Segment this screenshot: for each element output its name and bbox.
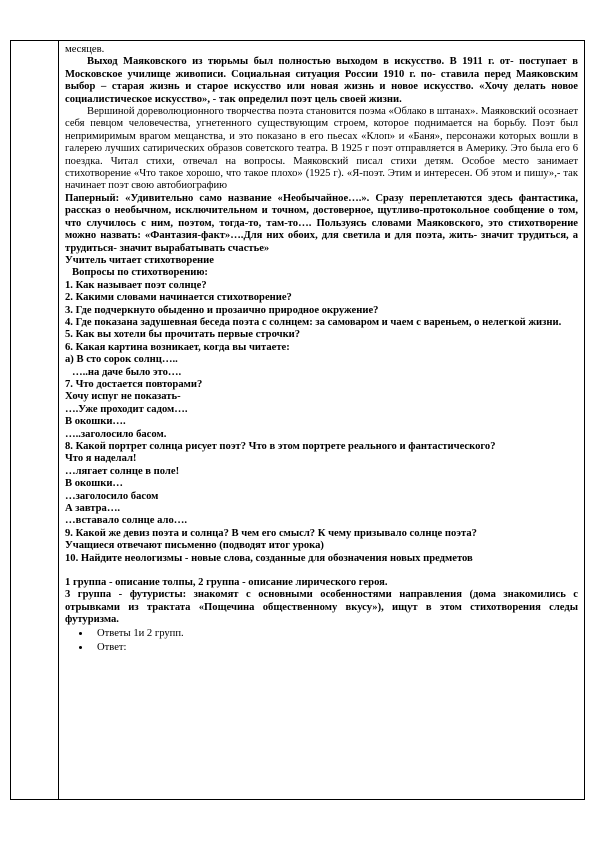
poem-line: …лягает солнце в поле! (65, 465, 180, 477)
question-5: 5. Как вы хотели бы прочитать первые строчки? (65, 329, 301, 341)
students-answer-note: Учащиеся отвечают письменно (подводят итог урока) (65, 540, 324, 552)
question-6: 6. Какая картина возникает, когда вы читаете: (65, 341, 290, 353)
question-3: 3. Где подчеркнуто обыденно и прозаично природное окружение? (65, 304, 379, 316)
group-1-label: 1 группа - описание толпы, (65, 577, 199, 589)
question-8: 8. Какой портрет солнца рисует поэт? Что в этом портрете реального и фантастического? (65, 441, 496, 452)
content-cell (65, 44, 578, 655)
poem-line: Хочу испуг не показать- (65, 391, 181, 403)
paragraph-paperny-quote: Паперный: «Удивительно само название «Необычайное….». Сразу переплетаются здесь фантастика, рассказ о необычном, исключительном и точном, достоверное, щутливо-протокольное сообщение о том, что случилось с ним, поэтом, тогда-то, там-то…. Пользуясь словами Маяковского, это стихотворение можно назвать: «Фантазия-факт»….Для них обоих, для светила и для поэта, жить- значит трудиться, а трудиться- значит вырабатывать счастье» (65, 192, 578, 254)
group-3-task: 3 группа - футуристы: знакомят с основными особенностями направления (дома знакомились с отрывками из трактата «Пощечина общественному вкусу»), ищут в этом стихотворения следы футуризма. (65, 589, 578, 626)
question-4: 4. Где показана задушевная беседа поэта с солнцем: за самоваром и чаем с вареньем, о нелегкой жизни. (65, 316, 562, 328)
poem-line: В окошки…. (65, 416, 126, 428)
questions-heading: Вопросы по стихотворению: (72, 267, 208, 279)
teacher-reads-line: Учитель читает стихотворение (65, 254, 214, 266)
poem-line: …заголосило басом (65, 490, 159, 502)
group-1-2-tasks (65, 577, 578, 589)
answers-groups-item: • Ответы 1и 2 групп. (91, 627, 578, 641)
group-2-label: 2 группа - описание лирического героя. (198, 577, 388, 589)
poem-line: ….Уже проходит садом…. (65, 403, 188, 415)
poem-line: а) В сто сорок солнц….. (65, 354, 178, 366)
lesson-table (10, 40, 585, 800)
poem-line: …..на даче было это…. (72, 366, 182, 378)
paragraph-exit-prison: Выход Маяковского из тюрьмы был полностью выходом в искусство. В 1911 г. от- поступает в Московское училище живописи. Социальная ситуация России 1910 г. по- ставила перед Маяковским выбор – старая жизнь и старое искусство или новая жизнь и новое искусство. «Хочу делать новое социалистическое искусство», - так определил поэт цель своей жизни. (65, 56, 578, 105)
question-9: 9. Какой же девиз поэта и солнца? В чем его смысл? К чему призывало солнце поэта? (65, 527, 477, 539)
answers-list (65, 627, 578, 655)
question-10: 10. Найдите неологизмы - новые слова, созданные для обозначения новых предметов (65, 552, 473, 564)
question-2: 2. Какими словами начинается стихотворение? (65, 292, 292, 304)
poem-line: В окошки… (65, 478, 124, 490)
paragraph-peak-creativity: Вершиной дореволюционного творчества поэта становится поэма «Облако в штанах». Маяковский осознает себя певцом человечества, угнетенного существующим строем, которое поднимается на борьбу. Поэт был непримиримым врагом мещанства, и это показано в его пьесах «Клоп» и «Баня», персонажи которых вошли в галерею лучших сатирических образов советского театра. В 1925 г поэт отправляется в Америку. Это была его 6 поездка. Читал стихи, отвечал на вопросы. Маяковский писал стихи детям. Особое место занимает стихотворение «Что такое хорошо, что такое плохо» (1925 г). «Я-поэт. Этим и интересен. Об этом и пишу»,- так начинает поэт свою автобиографию (65, 106, 578, 192)
question-1: 1. Как называет поэт солнце? (65, 279, 207, 291)
poem-line: …..заголосило басом. (65, 428, 167, 440)
poem-line: Что я наделал! (65, 453, 137, 465)
paragraph-months: месяцев. (65, 44, 105, 55)
poem-line: А завтра…. (65, 503, 121, 515)
column-divider (58, 41, 59, 799)
question-7: 7. Что достается повторами? (65, 378, 203, 390)
answer-item: • Ответ: (91, 641, 578, 655)
poem-line: …вставало солнце ало…. (65, 515, 188, 527)
spacer (65, 565, 578, 577)
